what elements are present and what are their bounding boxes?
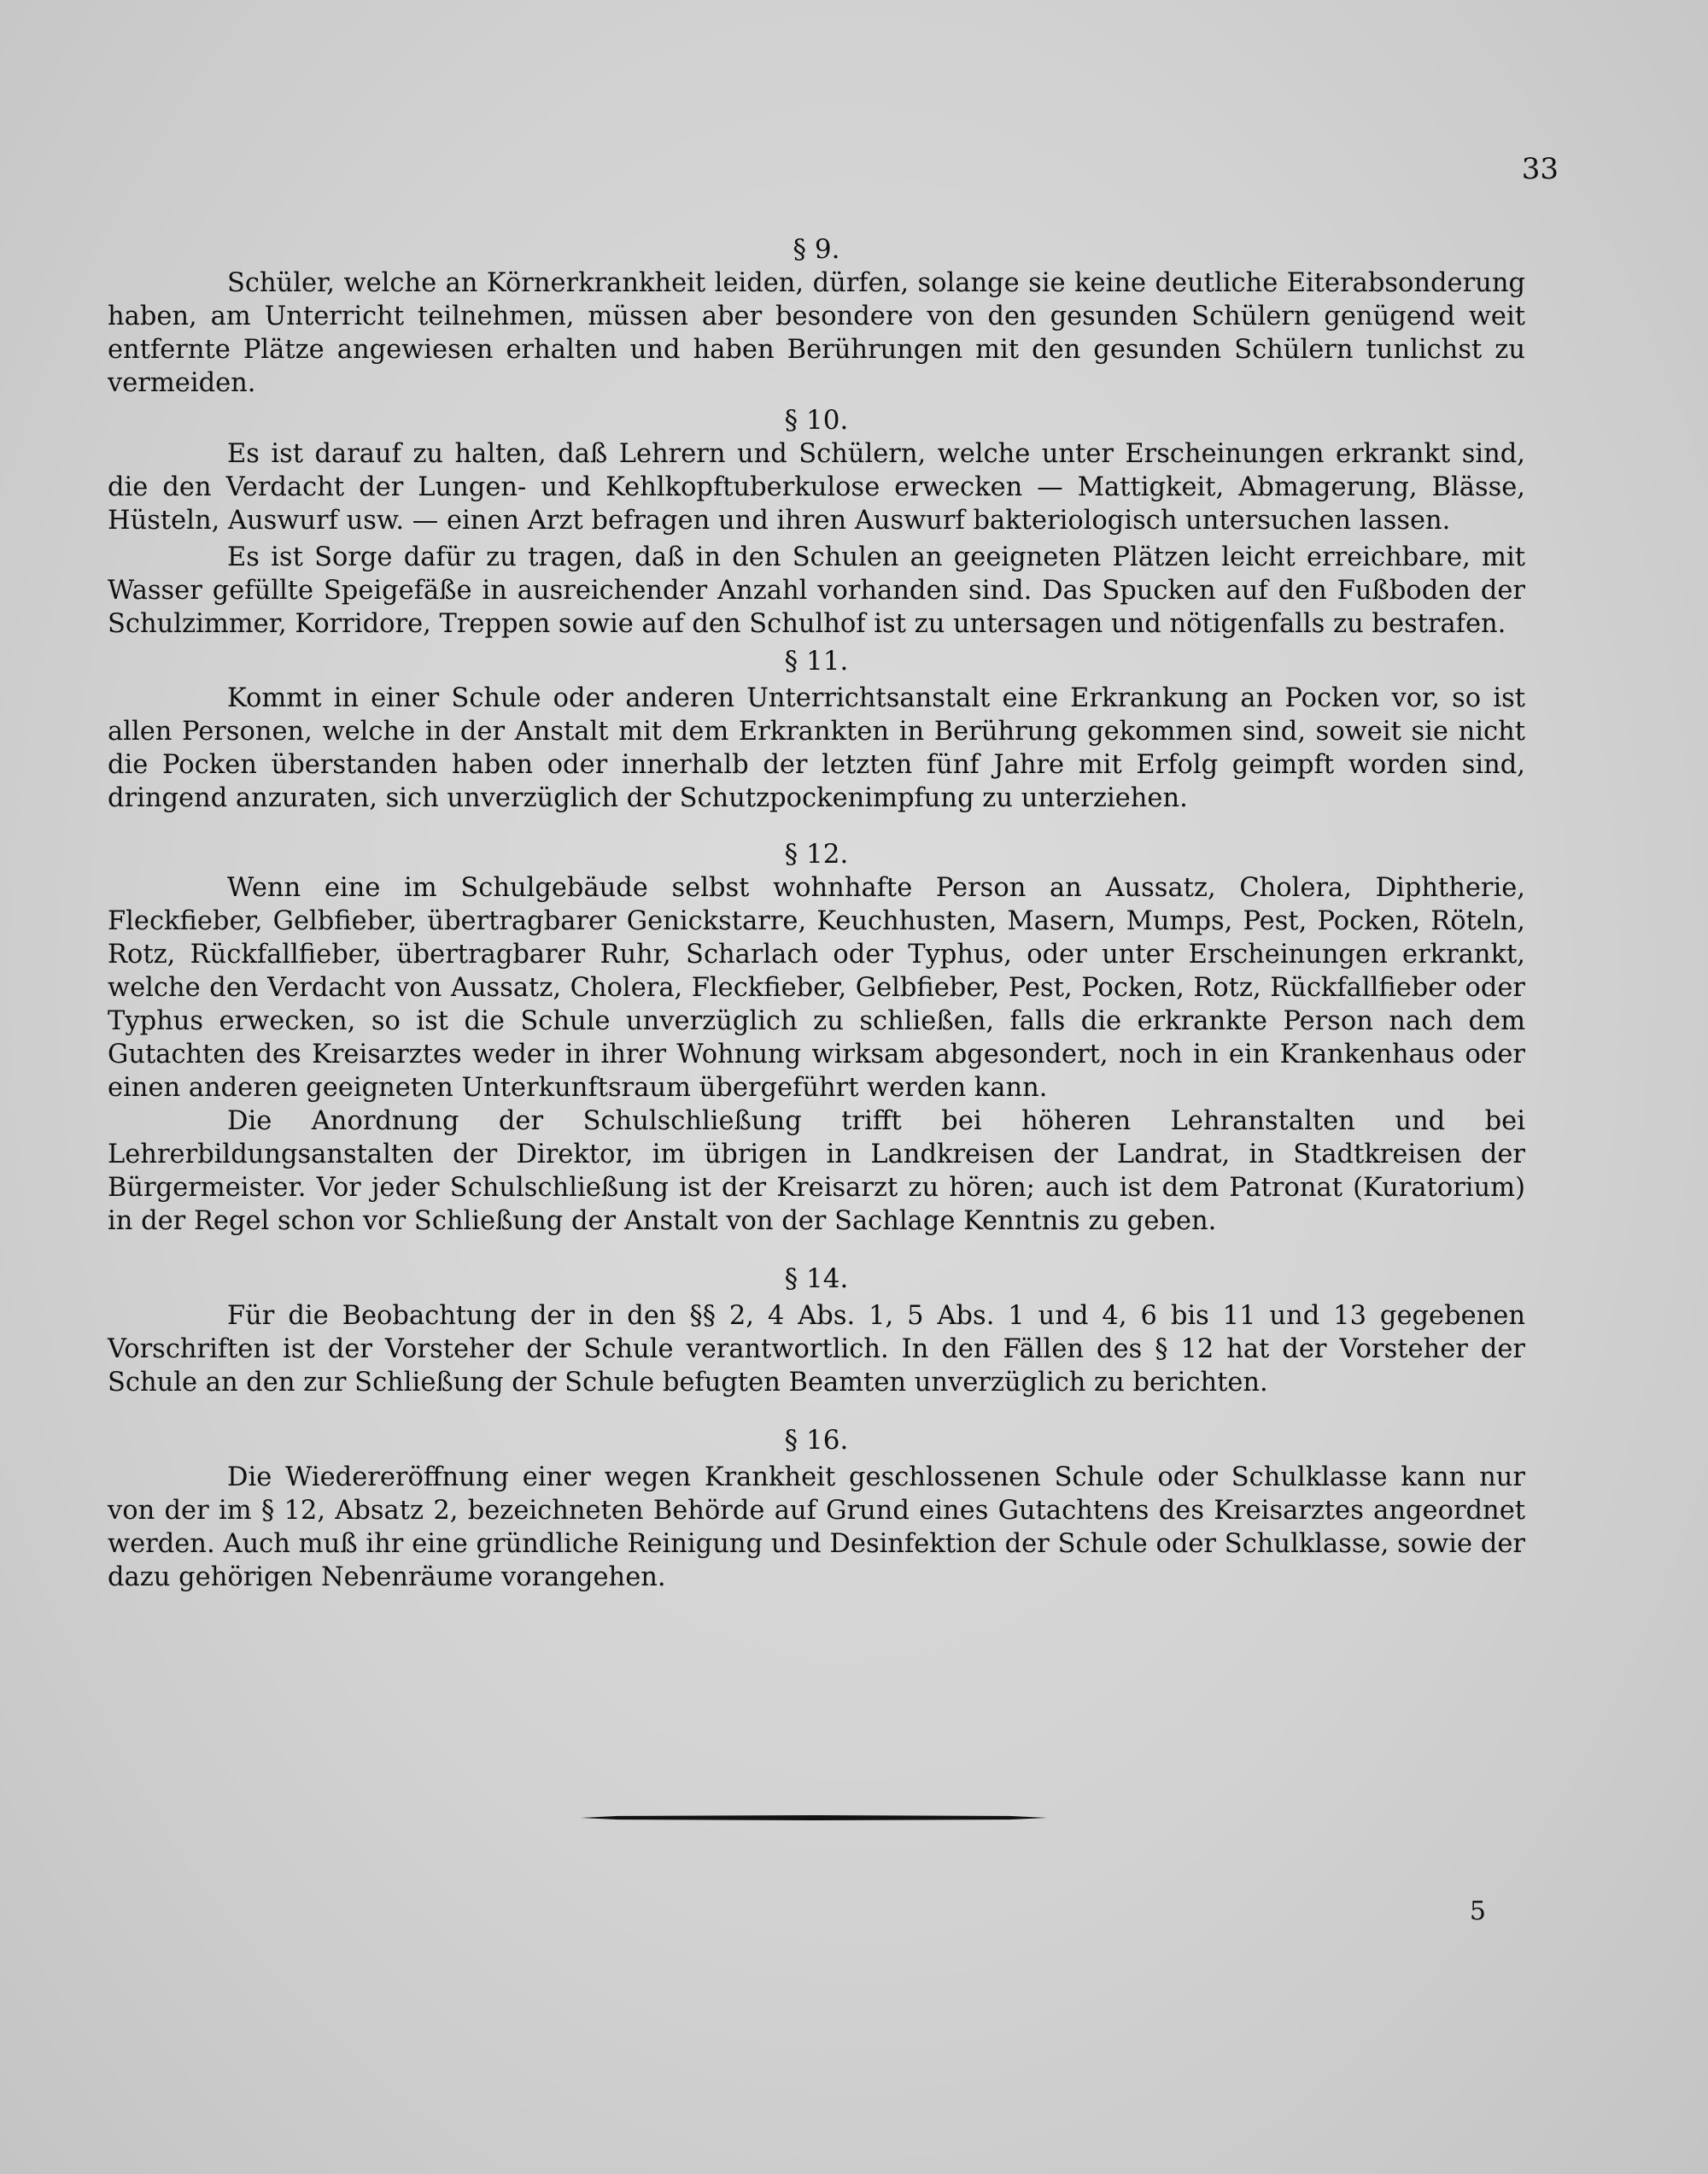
section-14: [108, 1262, 1525, 1399]
paragraph: Schüler, welche an Körnerkrankheit leiden, dürfen, solange sie keine deutliche Eiterabsonderung haben, am Unterricht teilnehmen, müssen aber besondere von den gesunden Schülern genügend weit entfernte Plätze angewiesen erhalten und haben Berührungen mit den gesunden Schülern tunlichst zu vermeiden.: [108, 268, 1525, 398]
paragraph: Kommt in einer Schule oder anderen Unterrichtsanstalt eine Erkrankung an Pocken vor, so ist allen Personen, welche in der Anstalt mit dem Erkrankten in Berührung gekommen sind, soweit sie nicht die Pocken überstanden haben oder innerhalb der letzten fünf Jahre mit Erfolg geimpft worden sind, dringend anzuraten, sich unverzüglich der Schutzpockenimpfung zu unterziehen.: [108, 683, 1525, 813]
section-11: [108, 644, 1525, 815]
paragraph: Wenn eine im Schulgebäude selbst wohnhafte Person an Aussatz, Cholera, Diphtherie, Fleckfieber, Gelbfieber, übertragbarer Genickstarre, Keuchhusten, Masern, Mumps, Pest, Pocken, Röteln, Rotz, Rückfallfieber, übertragbarer Ruhr, Scharlach oder Typhus, oder unter Erscheinungen erkrankt, welche den Verdacht von Aussatz, Cholera, Fleckfieber, Gelbfieber, Pest, Pocken, Rotz, Rückfallfieber oder Typhus erwecken, so ist die Schule unverzüglich zu schließen, falls die erkrankte Person nach dem Gutachten des Kreisarztes weder in ihrer Wohnung wirksam abgesondert, noch in ein Krankenhaus oder einen anderen geeigneten Unterkunftsraum übergeführt werden kann.: [108, 873, 1525, 1103]
section-heading: § 14.: [784, 1263, 849, 1294]
section-9: [108, 232, 1525, 400]
section-10: [108, 403, 1525, 641]
closing-rule: [581, 1815, 1047, 1820]
paragraph: Für die Beobachtung der in den §§ 2, 4 Abs. 1, 5 Abs. 1 und 4, 6 bis 11 und 13 gegebenen Vorschriften ist der Vorsteher der Schule verantwortlich. In den Fällen des § 12 hat der Vorsteher der Schule an den zur Schließung der Schule befugten Beamten unverzüglich zu berichten.: [108, 1301, 1525, 1398]
page-number: 33: [1521, 152, 1559, 186]
section-heading: § 10.: [784, 405, 849, 436]
paragraph: Die Wiedereröffnung einer wegen Krankheit geschlossenen Schule oder Schulklasse kann nur von der im § 12, Absatz 2, bezeichneten Behörde auf Grund eines Gutachtens des Kreisarztes angeordnet werden. Auch muß ihr eine gründliche Reinigung und Desinfektion der Schule oder Schulklasse, sowie der dazu gehörigen Nebenräume vorangehen.: [108, 1462, 1525, 1592]
paragraph: Die Anordnung der Schulschließung trifft bei höheren Lehranstalten und bei Lehrerbildungsanstalten der Direktor, im übrigen in Landkreisen der Landrat, in Stadtkreisen der Bürgermeister. Vor jeder Schulschließung ist der Kreisarzt zu hören; auch ist dem Patronat (Kuratorium) in der Regel schon vor Schließung der Anstalt von der Sachlage Kenntnis zu geben.: [108, 1106, 1525, 1236]
section-16: [108, 1423, 1525, 1594]
body-text: [108, 232, 1525, 1594]
paragraph: Es ist darauf zu halten, daß Lehrern und Schülern, welche unter Erscheinungen erkrankt sind, die den Verdacht der Lungen- und Kehlkopftuberkulose erwecken — Mattigkeit, Abmagerung, Blässe, Hüsteln, Auswurf usw. — einen Arzt befragen und ihren Auswurf bakteriologisch untersuchen lassen.: [108, 439, 1525, 536]
signature-mark: 5: [1469, 1896, 1486, 1926]
section-12: [108, 837, 1525, 1238]
paragraph: Es ist Sorge dafür zu tragen, daß in den Schulen an geeigneten Plätzen leicht erreichbare, mit Wasser gefüllte Speigefäße in ausreichender Anzahl vorhanden sind. Das Spucken auf den Fußboden der Schulzimmer, Korridore, Treppen sowie auf den Schulhof ist zu untersagen und nötigenfalls zu bestrafen.: [108, 542, 1525, 639]
section-heading: § 11.: [784, 646, 849, 677]
section-heading: § 16.: [784, 1425, 849, 1456]
section-heading: § 12.: [784, 839, 849, 870]
section-heading: § 9.: [793, 234, 840, 265]
